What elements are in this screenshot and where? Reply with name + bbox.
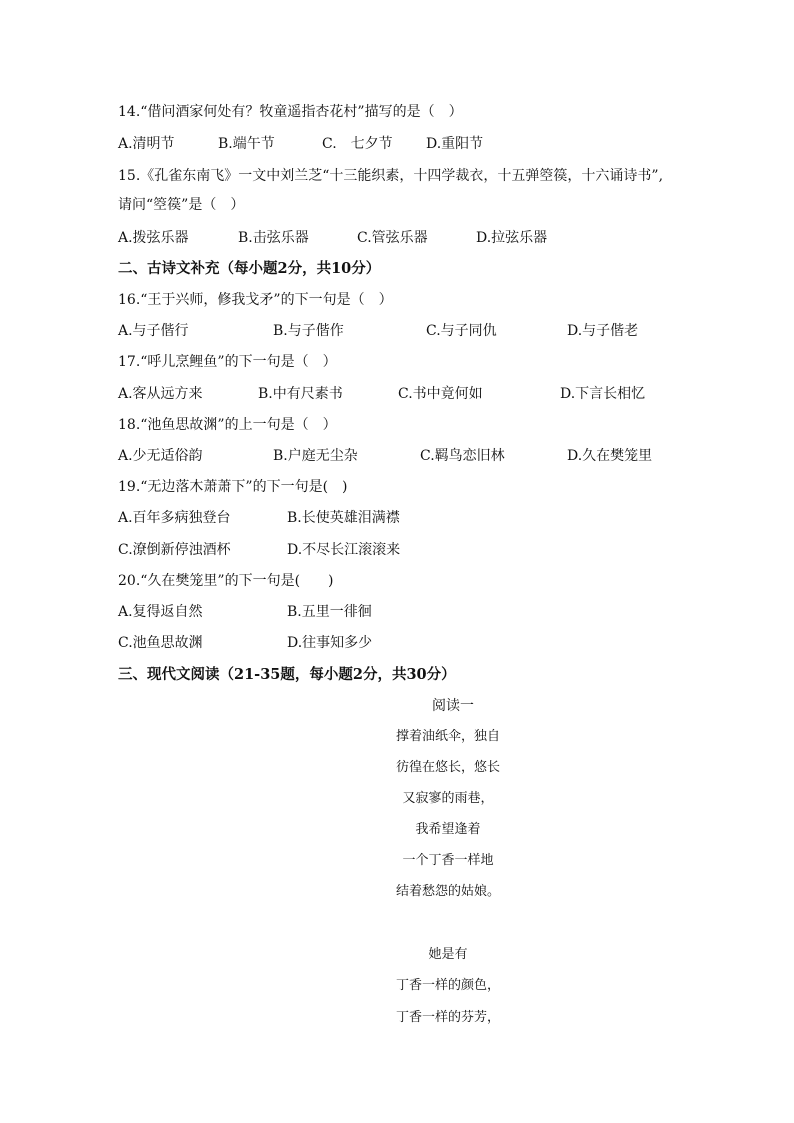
q15-option-b: B.击弦乐器: [238, 230, 309, 246]
q20-option-b: B.五里一徘徊: [287, 604, 372, 620]
q16-option-a: A.与子偕行: [118, 323, 189, 339]
question-14-stem: 14.“借问酒家何处有？牧童遥指杏花村”描写的是（ ）: [118, 104, 463, 120]
poem-line-2: 彷徨在悠长，悠长: [395, 760, 501, 775]
section-3-title: 三、现代文阅读（21-35题，每小题2分，共30分）: [118, 666, 456, 683]
q18-option-a: A.少无适俗韵: [118, 448, 203, 464]
section-2-title: 二、古诗文补充（每小题2分，共10分）: [118, 260, 381, 277]
q14-option-a: A.清明节: [118, 136, 175, 152]
question-16-stem: 16.“王于兴师，修我戈矛”的下一句是（ ）: [118, 292, 393, 308]
question-15-stem-cont: 请问“箜篌”是（ ）: [118, 197, 245, 213]
q17-option-a: A.客从远方来: [118, 386, 203, 402]
poem-line-6: 结着愁怨的姑娘。: [395, 884, 501, 899]
q17-option-c: C.书中竟何如: [398, 386, 483, 402]
q18-option-d: D.久在樊笼里: [567, 448, 653, 464]
poem-line-3: 又寂寥的雨巷，: [402, 791, 494, 806]
q14-option-c: C. 七夕节: [322, 136, 393, 152]
poem-line-1: 撑着油纸伞，独自: [395, 729, 501, 744]
q14-option-b: B.端午节: [218, 136, 275, 152]
question-18-stem: 18.“池鱼思故渊”的上一句是（ ）: [118, 417, 337, 433]
q20-option-d: D.往事知多少: [287, 635, 373, 651]
q15-option-a: A.拨弦乐器: [118, 230, 189, 246]
q18-option-b: B.户庭无尘杂: [273, 448, 358, 464]
poem-line-5: 一个丁香一样地: [402, 853, 494, 868]
poem-line-8: 丁香一样的颜色，: [395, 978, 501, 993]
q17-option-d: D.下言长相忆: [560, 386, 646, 402]
q16-option-d: D.与子偕老: [567, 323, 639, 339]
q19-option-c: C.潦倒新停浊酒杯: [118, 542, 231, 558]
question-17-stem: 17.“呼儿烹鲤鱼”的下一句是（ ）: [118, 354, 337, 370]
q16-option-b: B.与子偕作: [273, 323, 344, 339]
poem-line-9: 丁香一样的芬芳，: [395, 1010, 501, 1025]
reading-title: 阅读一: [432, 698, 474, 714]
q15-option-c: C.管弦乐器: [357, 230, 428, 246]
q17-option-b: B.中有尺素书: [258, 386, 343, 402]
q14-option-d: D.重阳节: [426, 136, 484, 152]
q15-option-d: D.拉弦乐器: [476, 230, 548, 246]
question-15-stem: 15.《孔雀东南飞》一文中刘兰芝“十三能织素，十四学裁衣，十五弹箜篌，十六诵诗书”,: [118, 168, 664, 184]
q19-option-a: A.百年多病独登台: [118, 510, 231, 526]
q20-option-a: A.复得返自然: [118, 604, 203, 620]
q19-option-d: D.不尽长江滚滚来: [287, 542, 401, 558]
q16-option-c: C.与子同仇: [426, 323, 497, 339]
q19-option-b: B.长使英雄泪满襟: [287, 510, 400, 526]
poem-line-7: 她是有: [428, 947, 468, 962]
poem-line-4: 我希望逢着: [415, 822, 481, 837]
q18-option-c: C.羁鸟恋旧林: [420, 448, 505, 464]
question-19-stem: 19.“无边落木萧萧下”的下一句是( ): [118, 479, 348, 495]
question-20-stem: 20.“久在樊笼里”的下一句是( ): [118, 573, 334, 589]
q20-option-c: C.池鱼思故渊: [118, 635, 203, 651]
